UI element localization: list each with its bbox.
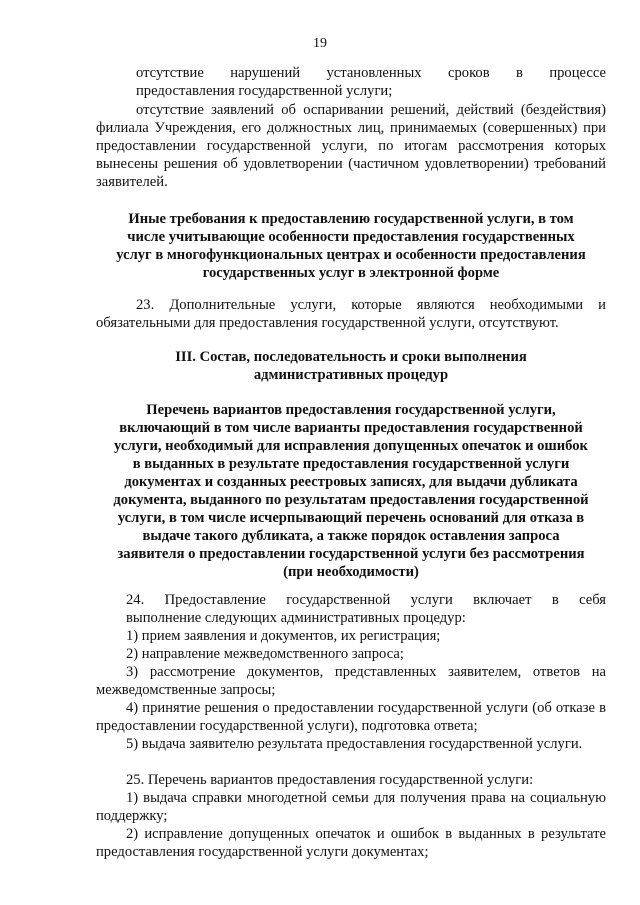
heading-service-variants [96, 401, 606, 581]
paragraph-text: 25. Перечень вариантов предоставления государственной услуги: [126, 772, 534, 788]
paragraph-24 [96, 591, 606, 753]
list-item: 2) направление межведомственного запроса; [126, 646, 404, 662]
paragraph-line: отсутствие нарушений установленных сроков в процессе [136, 65, 606, 81]
paragraph-23 [96, 296, 606, 332]
paragraph-text: отсутствие заявлений об оспаривании решений, действий (бездействия) филиала Учреждения, его должностных лиц, принимаемых (совершенных) при предоставлении государственной услуги, по итогам рассмотрения которых вынесены решения об удовлетворении (частичном удовлетворении) требований заявителей. [96, 102, 606, 190]
heading-line: (при необходимости) [283, 564, 419, 580]
paragraph-text: 23. Дополнительные услуги, которые являются необходимыми и обязательными для предоставления государственной услуги, отсутствуют. [96, 297, 606, 331]
list-item: 2) исправление допущенных опечаток и ошибок в выданных в результате предоставления государственной услуги документах; [96, 826, 606, 860]
list-item: 5) выдача заявителю результата предоставления государственной услуги. [126, 736, 583, 752]
paragraph-25 [96, 771, 606, 861]
page-number: 19 [313, 36, 327, 51]
heading-line: услуги, необходимый для исправления допущенных опечаток и ошибок [114, 438, 588, 454]
heading-line: числе учитывающие особенности предоставления государственных [127, 229, 575, 245]
paragraph-line: 24. Предоставление государственной услуги включает в себя [126, 592, 606, 608]
heading-line: документах и созданных реестровых записях, для выдачи дубликата [124, 474, 578, 490]
heading-line: Перечень вариантов предоставления государственной услуги, [146, 402, 556, 418]
list-item: 1) выдача справки многодетной семьи для получения права на социальную поддержку; [96, 790, 606, 824]
heading-line: услуг в многофункциональных центрах и особенности предоставления [116, 247, 586, 263]
heading-line: выдаче такого дубликата, а также порядок оставления запроса [142, 528, 560, 544]
heading-line: услуги, в том числе исчерпывающий перечень оснований для отказа в [117, 510, 585, 526]
heading-line: в выданных в результате предоставления государственной услуги [132, 456, 570, 472]
heading-line: Иные требования к предоставлению государственной услуги, в том [128, 211, 574, 227]
heading-line: включающий в том числе варианты предоставления государственной [119, 420, 583, 436]
paragraph-no-appeals [96, 101, 606, 191]
list-item: 4) принятие решения о предоставлении государственной услуги (об отказе в предоставлении государственной услуги), подготовка ответа; [96, 700, 606, 734]
heading-line: государственных услуг в электронной форме [202, 265, 500, 281]
paragraph-no-violations [96, 64, 606, 100]
list-item: 3) рассмотрение документов, представленных заявителем, ответов на межведомственные запросы; [96, 664, 606, 698]
heading-other-requirements [96, 210, 606, 282]
paragraph-line: выполнение следующих административных процедур: [126, 610, 466, 626]
heading-line: документа, выданного по результатам предоставления государственной [113, 492, 589, 508]
heading-line: III. Состав, последовательность и сроки выполнения [175, 349, 527, 365]
heading-line: административных процедур [253, 367, 449, 383]
list-item: 1) прием заявления и документов, их регистрация; [126, 628, 441, 644]
section-3-title [96, 348, 606, 384]
paragraph-line: предоставления государственной услуги; [136, 83, 393, 99]
heading-line: заявителя о предоставлении государственной услуги без рассмотрения [117, 546, 585, 562]
